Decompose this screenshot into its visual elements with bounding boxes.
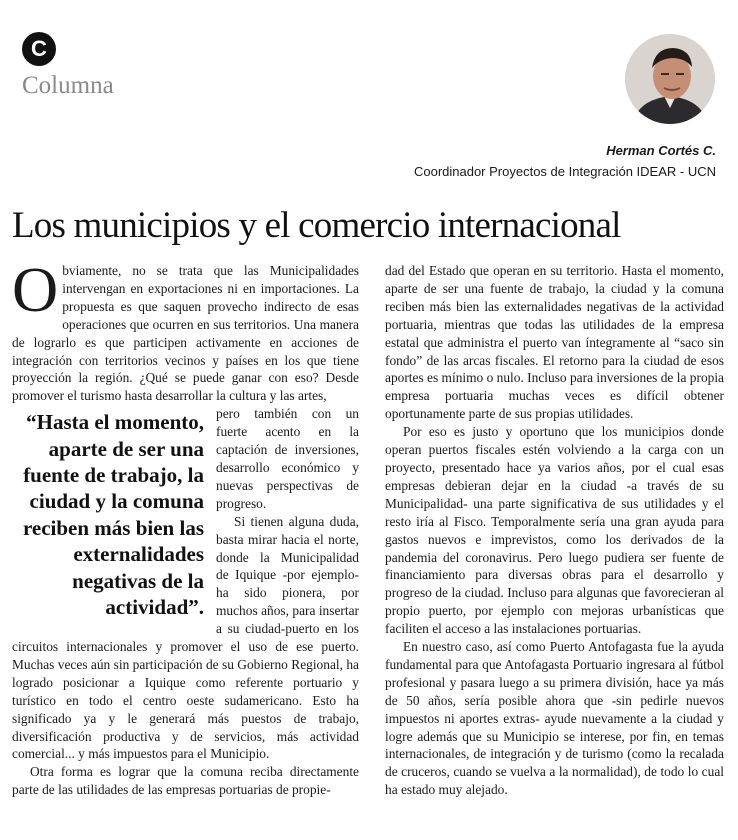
paragraph: En nuestro caso, así como Puerto Antofagasta fue la ayuda fundamental para que Antofagasta Portuario ingresara al fútbol profesional y pasara luego a su primera división, hace ya más de 50 años, sería posible ahora que -sin pedirle nuevos impuestos ni aportes extras- ayude nuevamente a la ciudad y logre además que su Municipio se interese, por fin, en temas internacionales, de integración y de turismo (como la recalada de cruceros, cuando se vuelva a la normalidad), de todo lo cual ha estado muy alejado. (385, 639, 724, 798)
author-photo-icon (625, 34, 715, 124)
drop-cap: O (12, 262, 59, 325)
author-name: Herman Cortés C. (606, 143, 716, 158)
paragraph: Si tienen alguna duda, basta mirar hacia el norte, donde la Municipalidad de Iquique -por ejemplo- ha sido pionera, por muchos años, para insertar a su ciudad-puerto en los circuitos internacionales y promover el uso de ese puerto. Muchas veces aún sin participación de su Gobierno Regional, ha logrado posicionar a Iquique como referente portuario y turístico en todo el centro oeste sudamericano. Esto ha significado ya y le generará más puestos de trabajo, diversificación productiva y de servicios, más actividad comercial... y más impuestos para el Municipio. (12, 513, 359, 762)
paragraph (12, 262, 359, 405)
paragraph-text: bviamente, no se trata que las Municipalidades intervengan en exportaciones ni en importaciones. La propuesta es que saquen provecho indirecto de esas operaciones que ocurren en sus territorios. Una manera de lograrlo es que participen activamente en acciones de integración con territorios vecinos y países en los que tiene proyección la región. ¿Qué se puede ganar con eso? Desde promover el turismo hasta desarrollar la cultura y las artes, (12, 263, 359, 404)
pull-quote: “Hasta el momento, aparte de ser una fuente de trabajo, la ciudad y la comuna reciben más bien las externalidades negativas de la actividad”. (22, 410, 204, 620)
article-headline: Los municipios y el comercio internacional (12, 205, 621, 246)
paragraph: Otra forma es lograr que la comuna reciba directamente parte de las utilidades de las empresas portuarias de propie- (12, 764, 359, 798)
paragraph-text: pero también con un fuerte acento en la captación de inversiones, desarrollo económico y nuevas perspectivas de progreso. (216, 406, 359, 511)
paragraph: Por eso es justo y oportuno que los municipios donde operan puertos fiscales estén volviendo a la carga con un proyecto, presentado hace ya varios años, por el cual esas empresas debieran dejar en la ciudad -a través de su Municipalidad- una parte significativa de sus utilidades y el resto iría al Fisco. Temporalmente sería una gran ayuda para gastos nuevos e imprevistos, como los derivados de la pandemia del coronavirus. Pero luego pudiera ser fuente de financiamiento para diversas obras para el desarrollo y progreso de la ciudad. Incluso para algunas que favorecieran al propio puerto, por ejemplo con mejoras urbanísticas que faciliten el acceso a las instalaciones portuarias. (385, 424, 724, 637)
column-badge: C (22, 32, 56, 66)
author-role: Coordinador Proyectos de Integración IDEAR - UCN (413, 164, 716, 179)
byline (414, 140, 716, 182)
paragraph: dad del Estado que operan en su territorio. Hasta el momento, aparte de ser una fuente de trabajo, la ciudad y la comuna reciben más bien las externalidades negativas de la actividad portuaria, mientras que todas las utilidades de la empresa estatal que administra el puerto van íntegramente al “saco sin fondo” de las arcas fiscales. El retorno para la ciudad de esos aportes es mínimo o nulo. Incluso para inversiones de la propia empresa portuaria muchas veces es difícil obtener oportunamente parte de sus propias utilidades. (385, 263, 724, 422)
article-column-2 (385, 262, 724, 832)
article-column-1 (12, 262, 359, 832)
author-portrait (625, 34, 715, 124)
section-label: Columna (22, 72, 114, 99)
